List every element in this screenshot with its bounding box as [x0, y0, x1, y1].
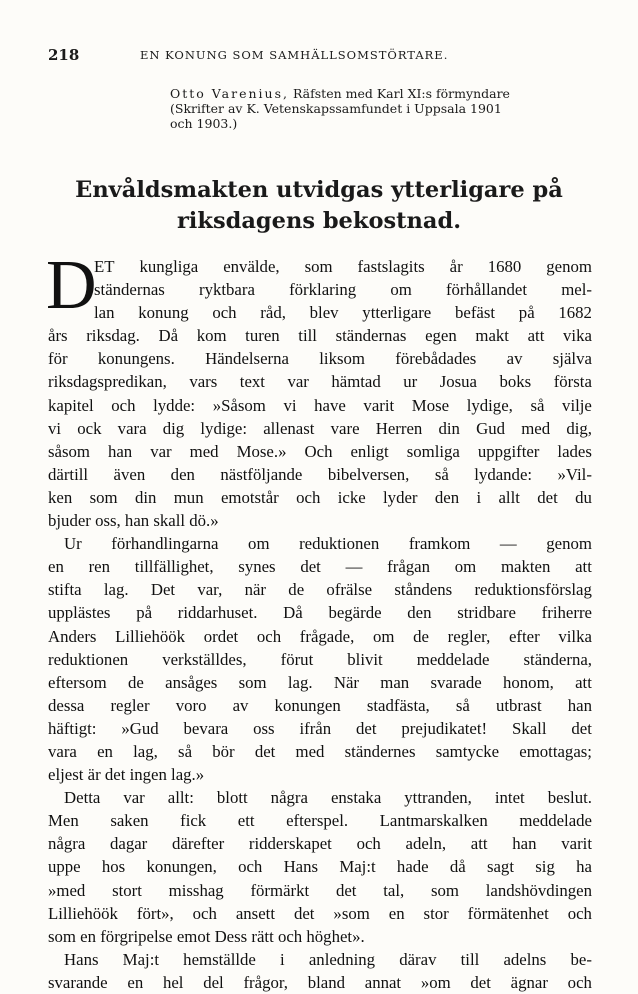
text-line: Detta var allt: blott några enstaka yttranden, intet beslut. [64, 788, 592, 808]
drop-cap: D [46, 247, 97, 324]
citation-work: Räfsten med Karl XI:s förmyndare [292, 86, 510, 101]
text-line: vara en lag, så bör det med ständernes samtycke emottagas; [48, 741, 592, 761]
text-line: Lilliehöök fört», och ansett det »som en stor förmätenhet och [48, 903, 592, 923]
text-line: Hans Maj:t hemställde i anledning därav till adelns be- [64, 949, 592, 969]
citation-line-1 [170, 86, 610, 101]
chapter-title [40, 175, 598, 237]
source-citation [170, 86, 610, 131]
text-line: för konungens. Händelserna liksom förebådades av själva [48, 349, 592, 369]
text-line: stifta lag. Det var, när de ofrälse ståndens reduktionsförslag [48, 580, 592, 600]
text-line: års riksdag. Då kom turen till ständernas egen makt att vika [48, 326, 592, 346]
text-line: dessa regler voro av konungen stadfästa, så utbrast han [48, 695, 592, 715]
text-line: några dagar därefter ridderskapet och adeln, att han varit [48, 834, 592, 854]
citation-line-2: (Skrifter av K. Vetenskapssamfundet i Uppsala 1901 [170, 101, 502, 116]
text-line: reduktionen verkställdes, förut blivit meddelade ständerna, [48, 649, 592, 669]
text-line: vi ock vara dig lydige: allenast vare Herren din Gud med dig, [48, 418, 592, 438]
citation-author: Otto Varenius, [170, 86, 289, 101]
text-line: kapitel och lydde: »Såsom vi have varit Mose lydige, så vilje [48, 395, 592, 415]
text-line: eftersom de ansåges som lag. När man svarade honom, att [48, 672, 592, 692]
text-line: Anders Lilliehöök ordet och frågade, om de regler, efter vilka [48, 626, 592, 646]
running-title: EN KONUNG SOM SAMHÄLLSOMSTÖRTARE. [140, 48, 449, 62]
text-line: Men saken fick ett efterspel. Lantmarskalken meddelade [48, 811, 592, 831]
text-line: ET kungliga envälde, som fastslagits år 1680 genom [94, 257, 592, 276]
text-line: bjuder oss, han skall dö.» [48, 511, 219, 531]
text-line: uppe hos konungen, och Hans Maj:t hade då sagt sig ha [48, 857, 592, 877]
text-line: som en förgripelse emot Dess rätt och höghet». [48, 926, 365, 946]
text-line: »med stort misshag förmärkt det tal, som landshövdingen [48, 880, 592, 900]
text-line: svarande en hel del frågor, bland annat »om det ägnar och [48, 972, 592, 992]
text-line: upplästes på riddarhuset. Då begärde den stridbare friherre [48, 603, 592, 623]
text-line: riksdagspredikan, vars text var hämtad ur Josua boks första [48, 372, 592, 392]
body-text [46, 247, 592, 994]
citation-line-3: och 1903.) [170, 116, 238, 131]
chapter-title-line-2: riksdagens bekostnad. [176, 208, 462, 234]
text-line: häftigt: »Gud bevara oss ifrån det prejudikatet! Skall det [48, 718, 592, 738]
page-header [48, 44, 590, 68]
text-line: därtill även den nästföljande bibelversen, så lydande: »Vil- [48, 464, 592, 484]
text-line: Ur förhandlingarna om reduktionen framkom — genom [64, 534, 592, 554]
text-line: lan konung och råd, blev ytterligare befäst på 1682 [94, 303, 592, 323]
chapter-title-line-1: Envåldsmakten utvidgas ytterligare på [75, 177, 563, 203]
text-line: en ren tillfällighet, synes det — frågan om makten att [48, 557, 592, 577]
text-line: ständernas ryktbara förklaring om förhållandet mel- [94, 280, 592, 300]
text-line: eljest är det ingen lag.» [48, 765, 205, 785]
text-line: såsom han var med Mose.» Och enligt somliga uppgifter lades [48, 441, 592, 461]
text-line: ken som din mun emotstår och icke lyder den i allt det du [48, 487, 592, 507]
page-number: 218 [48, 46, 80, 64]
